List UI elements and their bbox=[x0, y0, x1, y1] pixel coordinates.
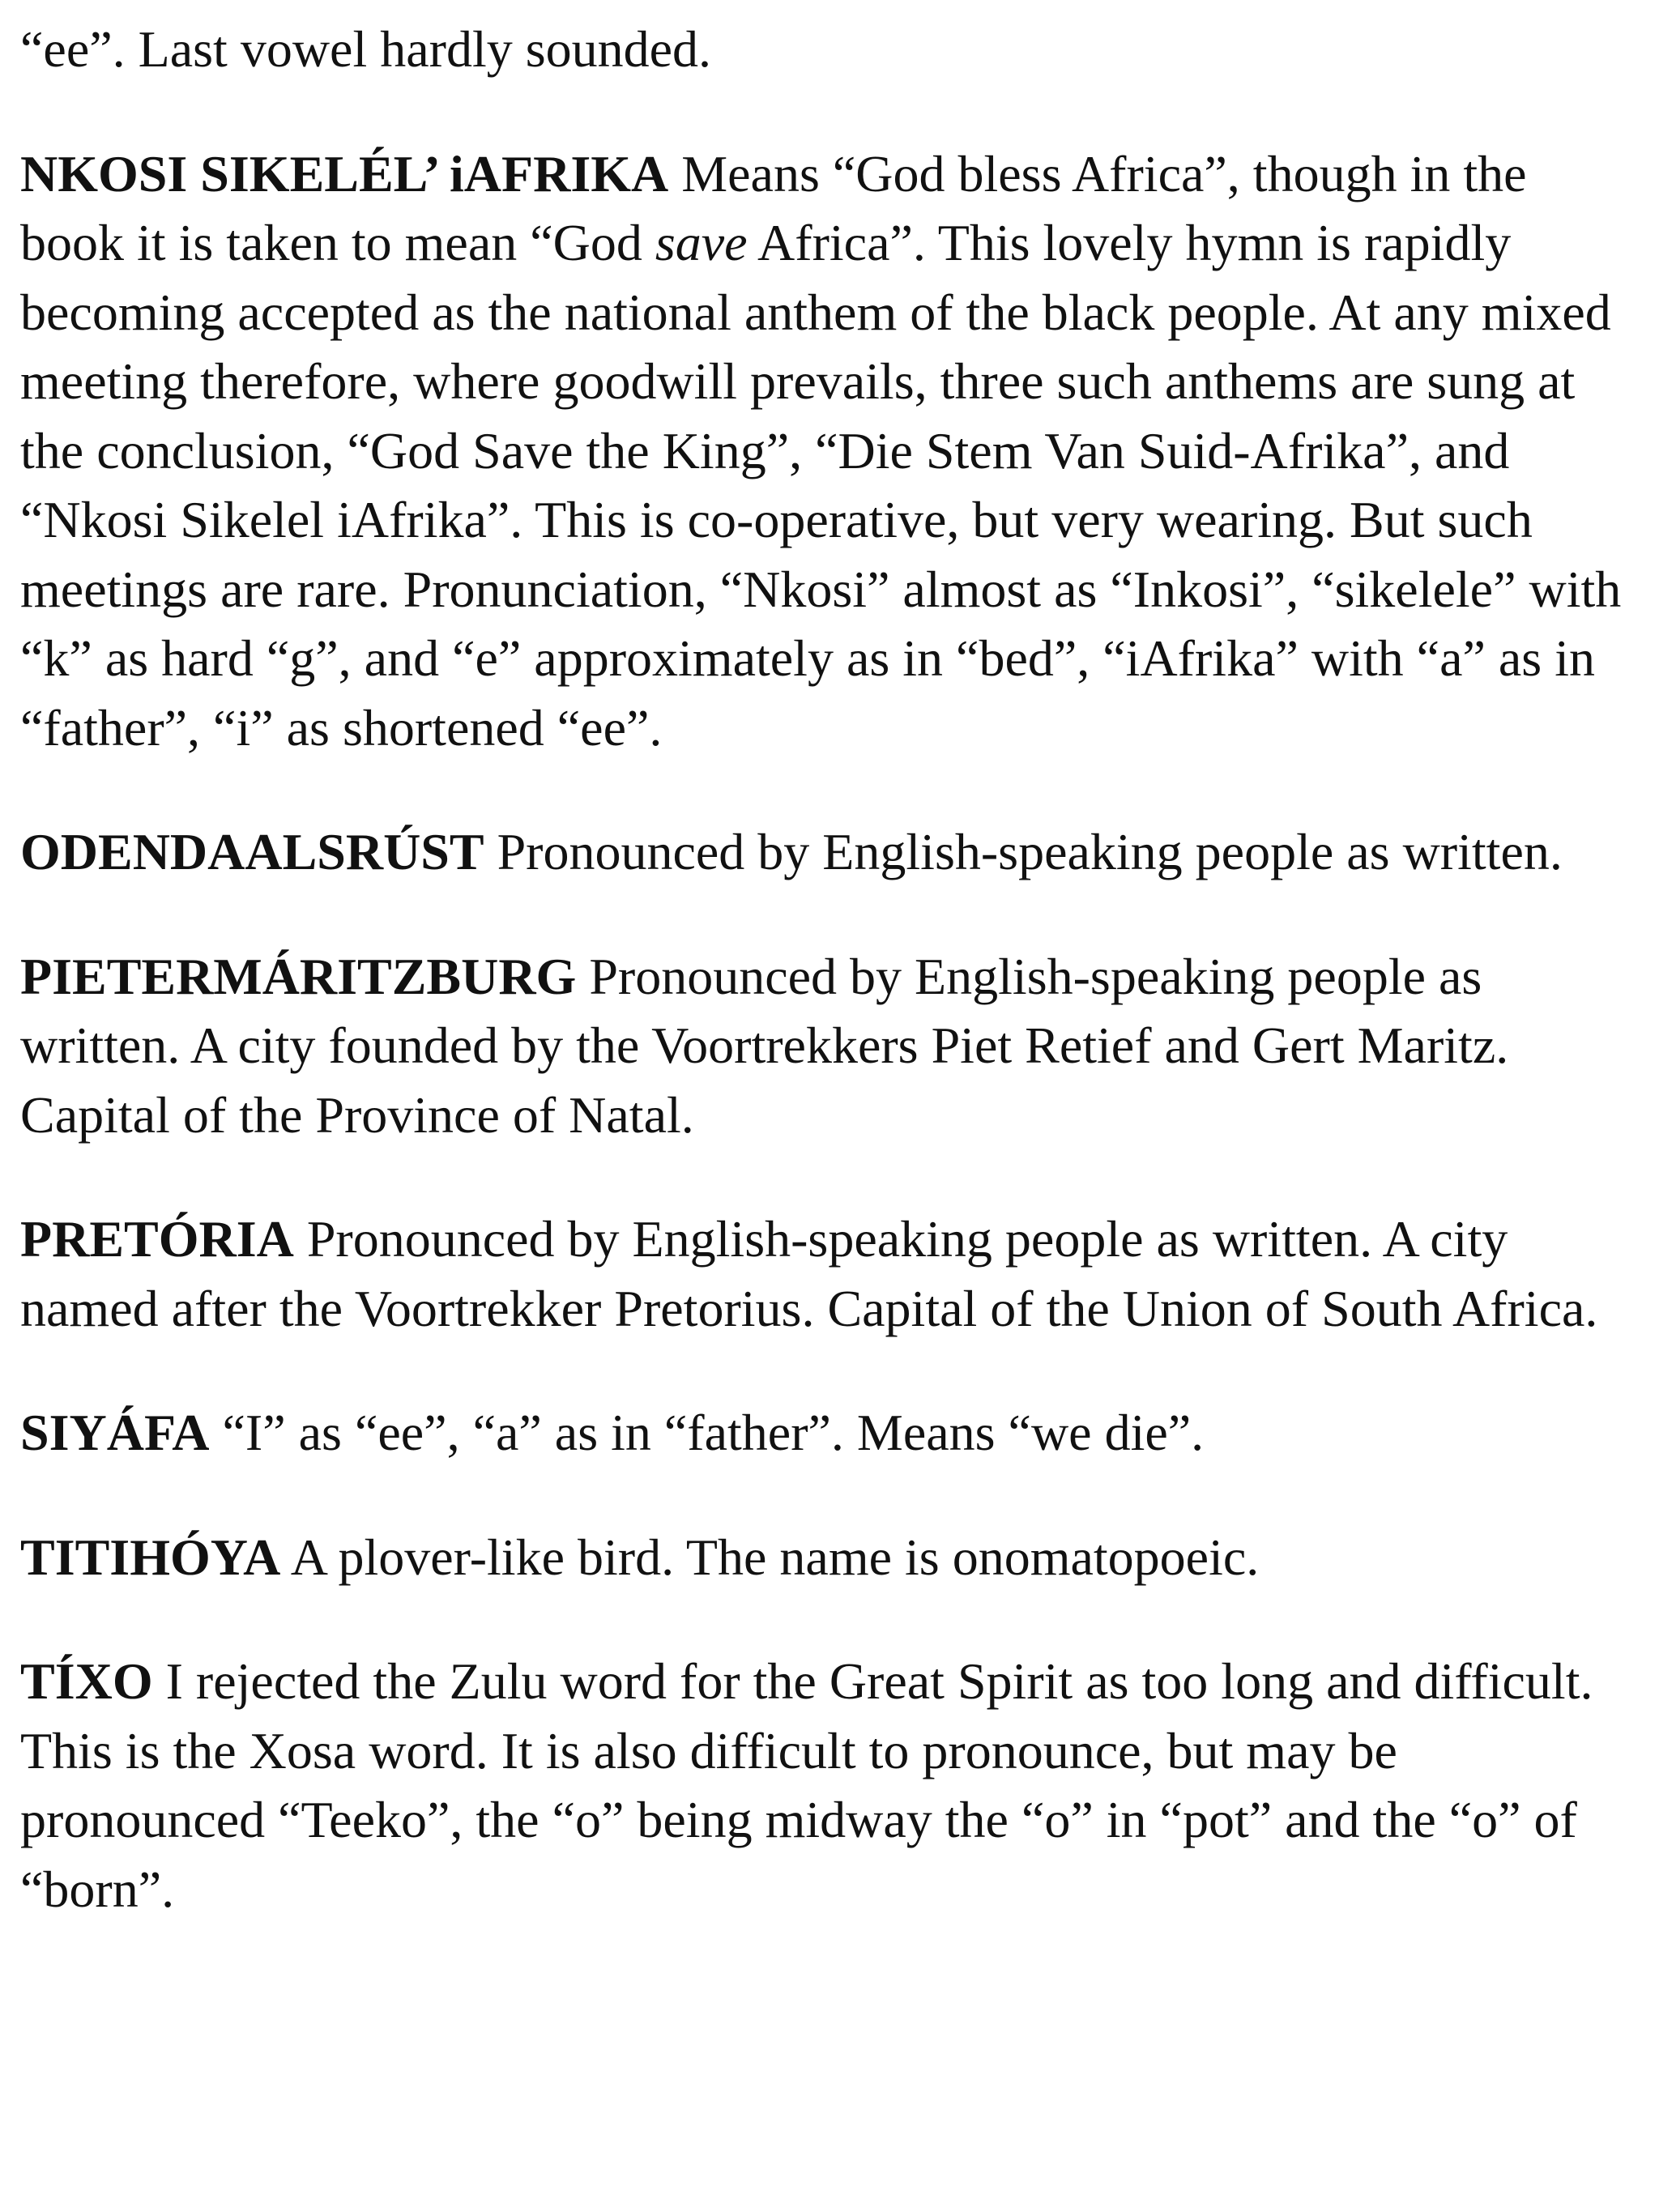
continuation-text: “ee”. Last vowel hardly sounded. bbox=[20, 20, 712, 78]
glossary-definition-continued: Africa”. This lovely hymn is rapidly becoming accepted as the national anthem of the black people. At any mixed meeting therefore, where goodwill prevails, three such anthems are sung at the conclusion, “God Save the King”, “Die Stem Van Suid-Afrika”, and “Nkosi Sikelel iAfrika”. This is co-operative, but very wearing. But such meetings are rare. Pronunciation, “Nkosi” almost as “Inkosi”, “sikelele” with “k” as hard “g”, and “e” approximately as in “bed”, “iAfrika” with “a” as in “father”, “i” as shortened “ee”. bbox=[20, 214, 1622, 757]
glossary-term: ODENDAALSRÚST bbox=[20, 823, 484, 880]
glossary-definition: I rejected the Zulu word for the Great Spirit as too long and difficult. This is the Xosa word. It is also difficult to pronounce, but may be pronounced “Teeko”, the “o” being midway the “o” in “pot” and the “o” of “born”. bbox=[20, 1652, 1593, 1918]
glossary-definition: A plover-like bird. The name is onomatopoeic. bbox=[280, 1528, 1260, 1586]
glossary-entry-odendaalsrust bbox=[20, 817, 1640, 887]
glossary-term: TITIHÓYA bbox=[20, 1528, 281, 1586]
glossary-term: PRETÓRIA bbox=[20, 1210, 294, 1268]
glossary-entry-siyafa bbox=[20, 1398, 1640, 1468]
glossary-definition: Means “God bless Africa”, though in the book it is taken to mean “God bbox=[20, 144, 1527, 271]
glossary-term: TÍXO bbox=[20, 1652, 153, 1710]
glossary-definition: Pronounced by English-speaking people as written. bbox=[484, 823, 1563, 880]
glossary-term: NKOSI SIKELÉL’ iAFRIKA bbox=[20, 144, 669, 202]
glossary-entry-tixo bbox=[20, 1647, 1640, 1924]
glossary-entry-pietermaritzburg bbox=[20, 942, 1640, 1150]
glossary-entry-nkosi-sikelel-iafrika bbox=[20, 139, 1640, 763]
glossary-entry-pretoria bbox=[20, 1204, 1640, 1343]
glossary-definition: Pronounced by English-speaking people as written. A city founded by the Voortrekkers Piet Retief and Gert Maritz. Capital of the Province of Natal. bbox=[20, 947, 1509, 1144]
emphasized-word: save bbox=[655, 214, 748, 271]
glossary-definition: Pronounced by English-speaking people as written. A city named after the Voortrekker Pretorius. Capital of the Union of South Africa. bbox=[20, 1210, 1598, 1337]
glossary-entry-titihoya bbox=[20, 1523, 1640, 1592]
glossary-definition: “I” as “ee”, “a” as in “father”. Means “we die”. bbox=[209, 1404, 1205, 1461]
continuation-paragraph bbox=[20, 15, 1640, 84]
glossary-term: PIETERMÁRITZBURG bbox=[20, 947, 577, 1005]
document-page bbox=[20, 15, 1640, 1979]
glossary-term: SIYÁFA bbox=[20, 1404, 210, 1461]
